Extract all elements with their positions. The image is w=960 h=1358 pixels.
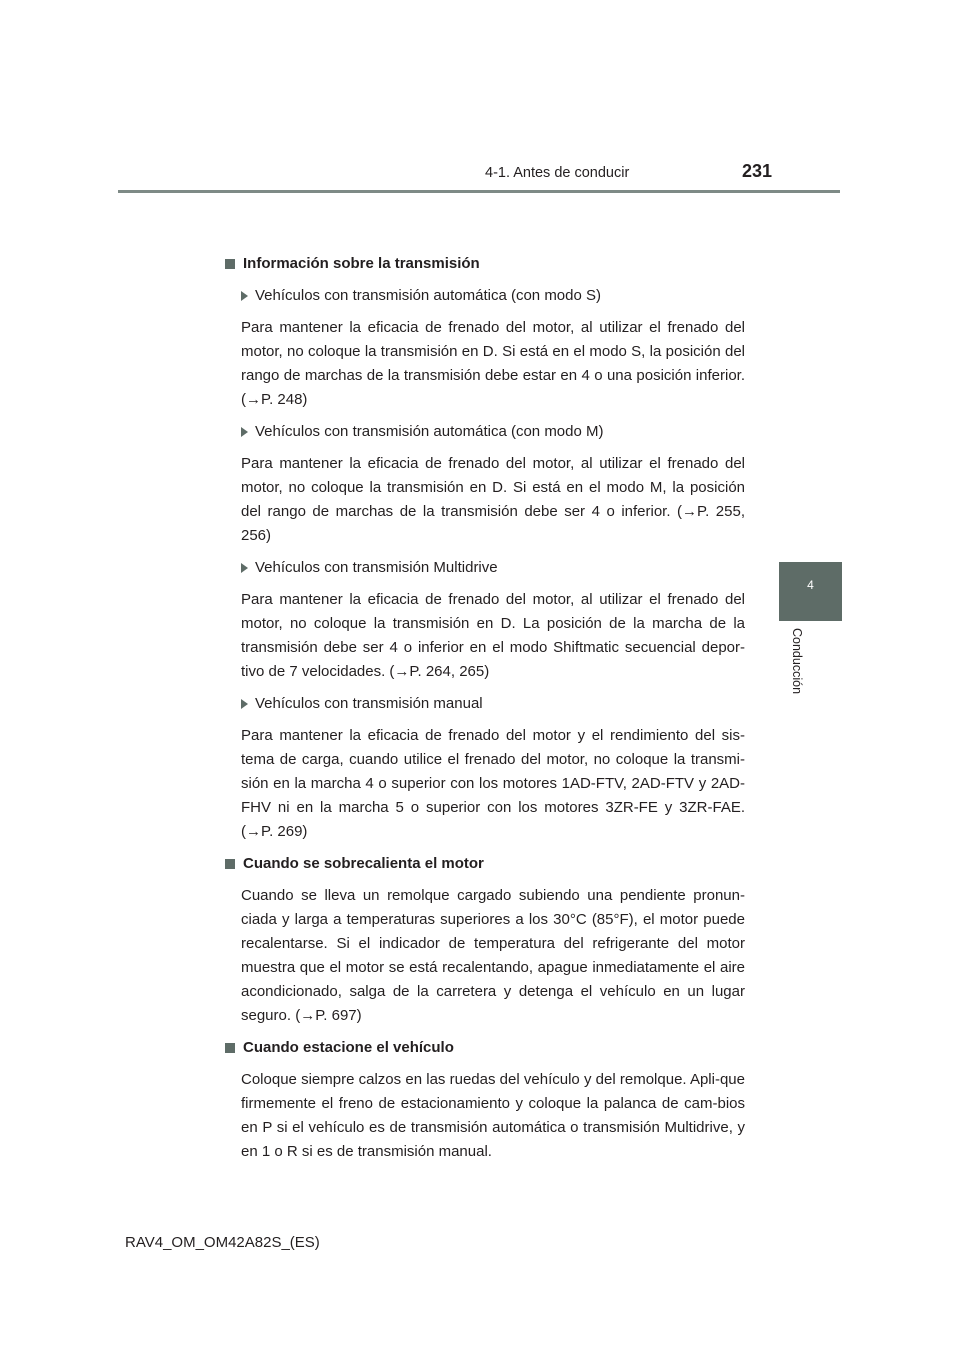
paragraph: Para mantener la eficacia de frenado del motor y el rendimiento del sis-tema de carga, cuando utilice el frenado del motor, no coloque la transmi-sión en la marcha 4 o superior con los motores 1AD-FTV, 2AD-FTV y 2AD-FHV ni en la marcha 5 o superior con los motores 3ZR-FE y 3ZR-FAE. (→P. 269) [241, 727, 745, 840]
paragraph: Coloque siempre calzos en las ruedas del vehículo y del remolque. Apli-que firmemente el freno de estacionamiento y coloque la palanca de cam-bios en P si el vehículo es de transmisión automática o transmisión Multidrive, y en 1 o R si es de transmisión manual. [241, 1071, 745, 1160]
paragraph: Para mantener la eficacia de frenado del motor, al utilizar el frenado del motor, no coloque la transmisión en D. Si está en el modo S, la posición del rango de marchas de la transmisión debe estar en 4 o una posición inferior. (→P. 248) [241, 319, 745, 408]
chapter-tab-label: Conducción [790, 628, 804, 695]
chapter-tab-number: 4 [807, 578, 814, 592]
header-section-title: 4-1. Antes de conducir [485, 165, 630, 181]
triangle-bullet-icon [241, 291, 248, 301]
subheading: Vehículos con transmisión manual [241, 692, 745, 716]
subheading: Vehículos con transmisión automática (con modo M) [241, 420, 745, 444]
page-number: 231 [742, 161, 773, 181]
square-bullet-icon [225, 859, 235, 869]
document-code-footer: RAV4_OM_OM42A82S_(ES) [125, 1234, 320, 1251]
triangle-bullet-icon [241, 563, 248, 573]
subheading: Vehículos con transmisión automática (con modo S) [241, 284, 745, 308]
triangle-bullet-icon [241, 427, 248, 437]
section-heading: Cuando se sobrecalienta el motor [223, 852, 745, 876]
paragraph: Cuando se lleva un remolque cargado subiendo una pendiente pronun-ciada y larga a temperaturas superiores a los 30°C (85°F), el motor puede recalentarse. Si el indicador de temperatura del refrigerante del motor muestra que el motor se está recalentando, apague inmediatamente el aire acondicionado, salga de la carretera y detenga el vehículo en un lugar seguro. (→P. 697) [241, 887, 745, 1024]
paragraph: Para mantener la eficacia de frenado del motor, al utilizar el frenado del motor, no coloque la transmisión en D. Si está en el modo M, la posición del rango de marchas de la transmisión debe ser 4 o inferior. (→P. 255, 256) [241, 455, 745, 544]
square-bullet-icon [225, 259, 235, 269]
section-heading: Cuando estacione el vehículo [223, 1036, 745, 1060]
subheading: Vehículos con transmisión Multidrive [241, 556, 745, 580]
paragraph: Para mantener la eficacia de frenado del motor, al utilizar el frenado del motor, no coloque la transmisión en D. La posición de la marcha de la transmisión debe ser 4 o inferior en el modo Shiftmatic secuencial depor-tivo de 7 velocidades. (→P. 264, 265) [241, 591, 745, 680]
header-divider [118, 190, 840, 193]
square-bullet-icon [225, 1043, 235, 1053]
page-content [223, 252, 745, 1172]
triangle-bullet-icon [241, 699, 248, 709]
section-heading: Información sobre la transmisión [223, 252, 745, 276]
